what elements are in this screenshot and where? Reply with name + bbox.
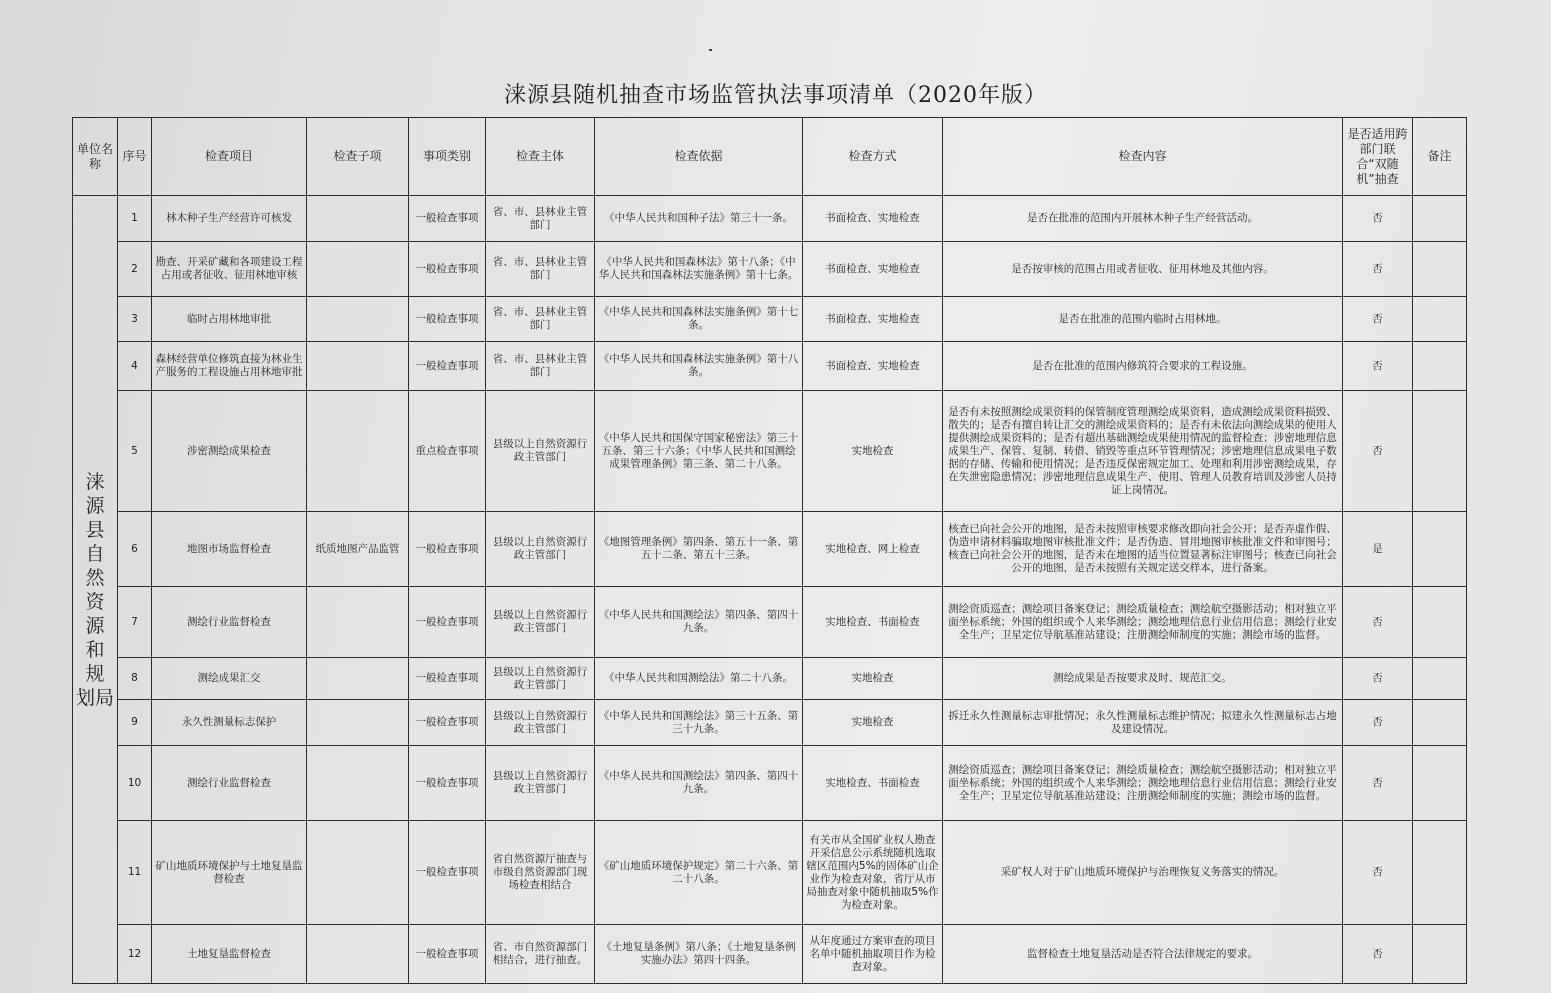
cell-content: 是否在批准的范围内开展林木种子生产经营活动。	[943, 196, 1343, 242]
cell-seq: 5	[118, 391, 152, 512]
col-header-category: 事项类别	[409, 118, 486, 196]
cell-subitem	[307, 342, 409, 391]
cell-joint: 否	[1343, 342, 1413, 391]
cell-seq: 1	[118, 196, 152, 242]
cell-remark	[1413, 821, 1467, 925]
col-header-remark: 备注	[1413, 118, 1467, 196]
col-header-method: 检查方式	[803, 118, 943, 196]
cell-subject: 县级以上自然资源行政主管部门	[486, 391, 595, 512]
header-row	[73, 118, 1467, 196]
cell-basis: 《中华人民共和国种子法》第三十一条。	[595, 196, 803, 242]
table-row	[73, 512, 1467, 587]
cell-seq: 12	[118, 925, 152, 984]
cell-basis: 《中华人民共和国测绘法》第四条、第四十九条。	[595, 587, 803, 658]
cell-basis: 《中华人民共和国森林法》第十八条；《中华人民共和国森林法实施条例》第十七条。	[595, 242, 803, 297]
cell-category: 一般检查事项	[409, 658, 486, 700]
table-row	[73, 297, 1467, 342]
cell-content: 测绘资质巡查；测绘项目备案登记；测绘质量检查；测绘航空摄影活动；相对独立平面坐标系统；外国的组织或个人来华测绘；测绘地理信息行业信用信息；测绘行业安全生产；卫星定位导航基准站建设；注册测绘师制度的实施；测绘市场的监督。	[943, 587, 1343, 658]
cell-method: 实地检查	[803, 658, 943, 700]
cell-category: 重点检查事项	[409, 391, 486, 512]
cell-basis: 《土地复垦条例》第八条；《土地复垦条例实施办法》第四十四条。	[595, 925, 803, 984]
ink-speck	[709, 49, 712, 51]
cell-remark	[1413, 658, 1467, 700]
table-row	[73, 587, 1467, 658]
cell-joint: 否	[1343, 391, 1413, 512]
cell-content: 拆迁永久性测量标志审批情况；永久性测量标志维护情况；拟建永久性测量标志占地及建设情况。	[943, 700, 1343, 746]
cell-subitem	[307, 700, 409, 746]
cell-seq: 10	[118, 746, 152, 821]
cell-category: 一般检查事项	[409, 700, 486, 746]
inspection-table	[72, 117, 1467, 984]
cell-subitem	[307, 242, 409, 297]
cell-remark	[1413, 700, 1467, 746]
col-header-seq: 序号	[118, 118, 152, 196]
cell-category: 一般检查事项	[409, 512, 486, 587]
cell-item: 土地复垦监督检查	[152, 925, 307, 984]
cell-joint: 否	[1343, 587, 1413, 658]
cell-method: 有关市从全国矿业权人勘查开采信息公示系统随机选取辖区范围内5%的固体矿山企业作为检查对象，省厅从市局抽查对象中随机抽取5%作为检查对象。	[803, 821, 943, 925]
cell-joint: 否	[1343, 196, 1413, 242]
col-header-joint: 是否适用跨部门联合“双随机”抽查	[1343, 118, 1413, 196]
cell-seq: 11	[118, 821, 152, 925]
cell-subject: 省、市、县林业主管部门	[486, 297, 595, 342]
cell-basis: 《地图管理条例》第四条、第五十一条、第五十二条、第五十三条。	[595, 512, 803, 587]
cell-subitem	[307, 925, 409, 984]
cell-item: 测绘行业监督检查	[152, 746, 307, 821]
cell-joint: 否	[1343, 242, 1413, 297]
col-header-subitem: 检查子项	[307, 118, 409, 196]
cell-remark	[1413, 587, 1467, 658]
cell-item: 测绘成果汇交	[152, 658, 307, 700]
cell-method: 实地检查	[803, 700, 943, 746]
cell-content: 是否按审核的范围占用或者征收、征用林地及其他内容。	[943, 242, 1343, 297]
cell-seq: 7	[118, 587, 152, 658]
cell-category: 一般检查事项	[409, 342, 486, 391]
cell-basis: 《中华人民共和国测绘法》第二十八条。	[595, 658, 803, 700]
cell-item: 林木种子生产经营许可核发	[152, 196, 307, 242]
cell-content: 是否有未按照测绘成果资料的保管制度管理测绘成果资料，造成测绘成果资料损毁、散失的；是否有擅自转让汇交的测绘成果资料的；是否有未依法向测绘成果的使用人提供测绘成果资料的；是否有超出基础测绘成果使用情况的监督检查；涉密地理信息成果生产、保管、复制、转借、销毁等重点环节管理情况；涉密地理信息成果电子数据的存储、传输和使用情况；是否违反保密规定加工、处理和利用涉密测绘成果，存在失泄密隐患情况；涉密地理信息成果生产、使用、管理人员教育培训及涉密人员持证上岗情况。	[943, 391, 1343, 512]
cell-remark	[1413, 342, 1467, 391]
cell-remark	[1413, 512, 1467, 587]
cell-basis: 《中华人民共和国测绘法》第四条、第四十九条。	[595, 746, 803, 821]
cell-category: 一般检查事项	[409, 242, 486, 297]
cell-subject: 县级以上自然资源行政主管部门	[486, 658, 595, 700]
col-header-unit: 单位名称	[73, 118, 118, 196]
cell-remark	[1413, 196, 1467, 242]
cell-remark	[1413, 925, 1467, 984]
cell-subject: 县级以上自然资源行政主管部门	[486, 746, 595, 821]
cell-seq: 6	[118, 512, 152, 587]
cell-joint: 否	[1343, 297, 1413, 342]
col-header-subject: 检查主体	[486, 118, 595, 196]
cell-category: 一般检查事项	[409, 746, 486, 821]
col-header-item: 检查项目	[152, 118, 307, 196]
cell-basis: 《中华人民共和国森林法实施条例》第十七条。	[595, 297, 803, 342]
table-row	[73, 196, 1467, 242]
cell-joint: 否	[1343, 658, 1413, 700]
cell-content: 是否在批准的范围内临时占用林地。	[943, 297, 1343, 342]
cell-subitem	[307, 196, 409, 242]
table-row	[73, 700, 1467, 746]
cell-subject: 县级以上自然资源行政主管部门	[486, 587, 595, 658]
table-row	[73, 658, 1467, 700]
table-row	[73, 242, 1467, 297]
cell-method: 实地检查、书面检查	[803, 746, 943, 821]
cell-subitem	[307, 658, 409, 700]
cell-item: 森林经营单位修筑直接为林业生产服务的工程设施占用林地审批	[152, 342, 307, 391]
cell-subject: 省、市、县林业主管部门	[486, 196, 595, 242]
cell-basis: 《矿山地质环境保护规定》第二十六条、第二十八条。	[595, 821, 803, 925]
cell-method: 实地检查、书面检查	[803, 587, 943, 658]
cell-subject: 省、市、县林业主管部门	[486, 342, 595, 391]
cell-category: 一般检查事项	[409, 297, 486, 342]
cell-item: 矿山地质环境保护与土地复垦监督检查	[152, 821, 307, 925]
cell-method: 书面检查、实地检查	[803, 196, 943, 242]
cell-category: 一般检查事项	[409, 587, 486, 658]
cell-joint: 否	[1343, 925, 1413, 984]
cell-seq: 3	[118, 297, 152, 342]
cell-content: 核查已向社会公开的地图，是否未按照审核要求修改即向社会公开；是否弄虚作假、伪造申请材料骗取地图审核批准文件；是否伪造、冒用地图审核批准文件和审图号；核查已向社会公开的地图，是否未在地图的适当位置显著标注审图号；核查已向社会公开的地图，是否未按照有关规定送交样本，进行备案。	[943, 512, 1343, 587]
col-header-basis: 检查依据	[595, 118, 803, 196]
table-row	[73, 342, 1467, 391]
cell-category: 一般检查事项	[409, 196, 486, 242]
cell-seq: 9	[118, 700, 152, 746]
cell-method: 实地检查	[803, 391, 943, 512]
cell-content: 监督检查土地复垦活动是否符合法律规定的要求。	[943, 925, 1343, 984]
table-row	[73, 746, 1467, 821]
page-title: 涞源县随机抽查市场监管执法事项清单（2020年版）	[504, 83, 1047, 108]
cell-item: 测绘行业监督检查	[152, 587, 307, 658]
table-row	[73, 391, 1467, 512]
cell-subject: 省、市自然资源部门相结合，进行抽查。	[486, 925, 595, 984]
cell-remark	[1413, 746, 1467, 821]
cell-subject: 省、市、县林业主管部门	[486, 242, 595, 297]
cell-subitem: 纸质地图产品监管	[307, 512, 409, 587]
cell-subitem	[307, 821, 409, 925]
cell-content: 采矿权人对于矿山地质环境保护与治理恢复义务落实的情况。	[943, 821, 1343, 925]
cell-remark	[1413, 391, 1467, 512]
cell-subject: 县级以上自然资源行政主管部门	[486, 700, 595, 746]
cell-item: 涉密测绘成果检查	[152, 391, 307, 512]
table-row	[73, 925, 1467, 984]
cell-joint: 是	[1343, 512, 1413, 587]
cell-content: 是否在批准的范围内修筑符合要求的工程设施。	[943, 342, 1343, 391]
cell-basis: 《中华人民共和国测绘法》第三十五条、第三十九条。	[595, 700, 803, 746]
cell-joint: 否	[1343, 746, 1413, 821]
cell-joint: 否	[1343, 700, 1413, 746]
cell-item: 地图市场监督检查	[152, 512, 307, 587]
cell-item: 勘查、开采矿藏和各项建设工程占用或者征收、征用林地审核	[152, 242, 307, 297]
cell-remark	[1413, 242, 1467, 297]
cell-subject: 县级以上自然资源行政主管部门	[486, 512, 595, 587]
cell-basis: 《中华人民共和国森林法实施条例》第十八条。	[595, 342, 803, 391]
cell-method: 从年度通过方案审查的项目名单中随机抽取项目作为检查对象。	[803, 925, 943, 984]
cell-seq: 8	[118, 658, 152, 700]
cell-subject: 省自然资源厅抽查与市级自然资源部门现场检查相结合	[486, 821, 595, 925]
unit-name-cell: 涞 源 县 自 然 资 源 和 规 划局	[73, 196, 118, 984]
cell-subitem	[307, 391, 409, 512]
cell-subitem	[307, 297, 409, 342]
cell-method: 书面检查、实地检查	[803, 242, 943, 297]
cell-method: 书面检查、实地检查	[803, 297, 943, 342]
cell-basis: 《中华人民共和国保守国家秘密法》第三十五条、第三十六条；《中华人民共和国测绘成果管理条例》第三条、第二十八条。	[595, 391, 803, 512]
cell-item: 临时占用林地审批	[152, 297, 307, 342]
cell-seq: 2	[118, 242, 152, 297]
table-row	[73, 821, 1467, 925]
cell-joint: 否	[1343, 821, 1413, 925]
cell-item: 永久性测量标志保护	[152, 700, 307, 746]
col-header-content: 检查内容	[943, 118, 1343, 196]
cell-content: 测绘成果是否按要求及时、规范汇交。	[943, 658, 1343, 700]
cell-content: 测绘资质巡查；测绘项目备案登记；测绘质量检查；测绘航空摄影活动；相对独立平面坐标系统；外国的组织或个人来华测绘；测绘地理信息行业信用信息；测绘行业安全生产；卫星定位导航基准站建设；注册测绘师制度的实施；测绘市场的监督。	[943, 746, 1343, 821]
cell-method: 实地检查、网上检查	[803, 512, 943, 587]
cell-method: 书面检查、实地检查	[803, 342, 943, 391]
cell-category: 一般检查事项	[409, 925, 486, 984]
cell-remark	[1413, 297, 1467, 342]
cell-category: 一般检查事项	[409, 821, 486, 925]
cell-subitem	[307, 746, 409, 821]
cell-subitem	[307, 587, 409, 658]
cell-seq: 4	[118, 342, 152, 391]
